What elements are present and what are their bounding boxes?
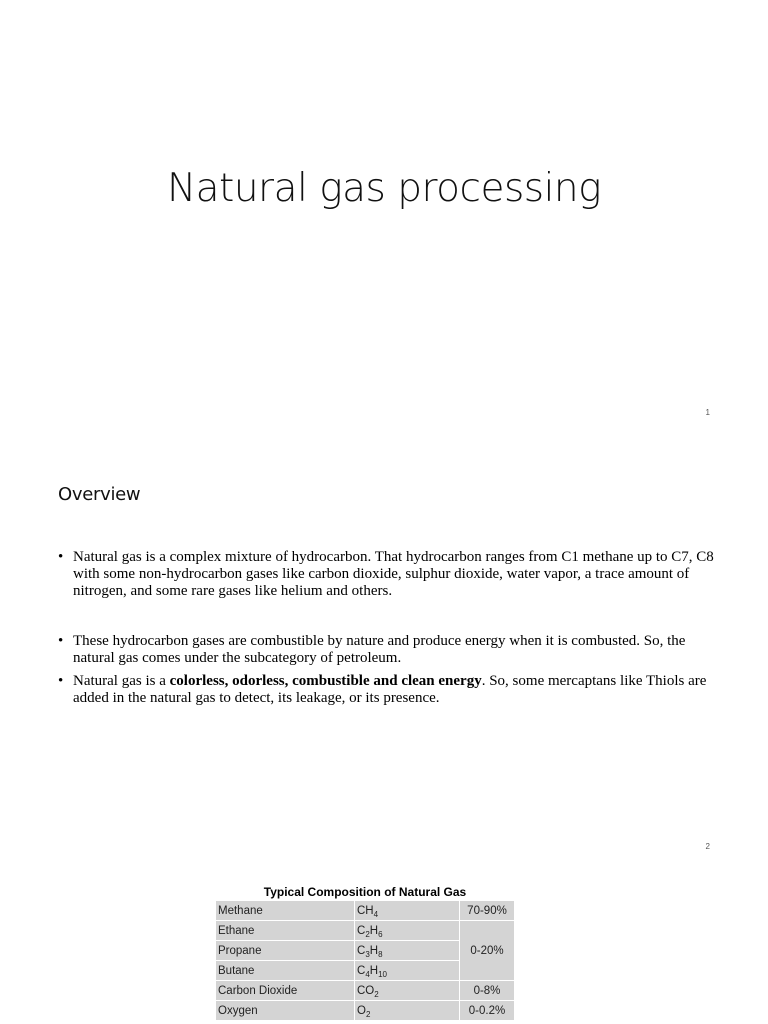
section-heading: Overview (58, 484, 141, 505)
table-row (216, 901, 515, 921)
bullet-item (58, 673, 718, 707)
gas-formula: $C_2H_6$ (355, 921, 460, 941)
slide-1 (0, 0, 768, 432)
gas-name: Butane (216, 961, 355, 981)
bullet-list (58, 549, 718, 707)
page-number: 1 (705, 408, 710, 417)
table-row (216, 921, 515, 941)
page-number: 2 (705, 842, 710, 851)
gas-formula: $CO_2$ (355, 981, 460, 1001)
gas-name: Propane (216, 941, 355, 961)
slide-3 (0, 864, 768, 1024)
table-row (216, 1001, 515, 1021)
gas-name: Oxygen (216, 1001, 355, 1021)
gas-formula: $O_2$ (355, 1001, 460, 1021)
composition-table-block (215, 884, 515, 1021)
gas-percentage: 0-0.2% (460, 1001, 515, 1021)
gas-percentage: 0-20% (460, 921, 515, 981)
gas-formula: $CH_4$ (355, 901, 460, 921)
bullet-item: • These hydrocarbon gases are combustible by nature and produce energy when it is combusted. So, the natural gas comes under the subcategory of petroleum. (58, 633, 718, 667)
slide-title: Natural gas processing (166, 166, 602, 211)
gas-percentage: 70-90% (460, 901, 515, 921)
gas-name: Ethane (216, 921, 355, 941)
bullet-text-prefix: Natural gas is a (73, 673, 170, 689)
gas-formula: $C_3H_8$ (355, 941, 460, 961)
slide-2 (0, 432, 768, 864)
table-row (216, 981, 515, 1001)
gas-percentage: 0-8% (460, 981, 515, 1001)
bullet-text-suffix: . So, some mercaptans like Thiols are added in the natural gas to detect, its leakage, or its presence. (73, 673, 707, 706)
table-title: Typical Composition of Natural Gas (263, 885, 467, 899)
gas-formula: $C_4H_{10}$ (355, 961, 460, 981)
bullet-text-bold: colorless, odorless, combustible and clean energy (169, 673, 482, 689)
composition-table (215, 900, 515, 1021)
gas-name: Methane (216, 901, 355, 921)
bullet-item: • Natural gas is a complex mixture of hydrocarbon. That hydrocarbon ranges from C1 methane up to C7, C8 with some non-hydrocarbon gases like carbon dioxide, sulphur dioxide, water vapor, a trace amount of nitrogen, and some rare gases like helium and others. (58, 549, 718, 600)
gas-name: Carbon Dioxide (216, 981, 355, 1001)
